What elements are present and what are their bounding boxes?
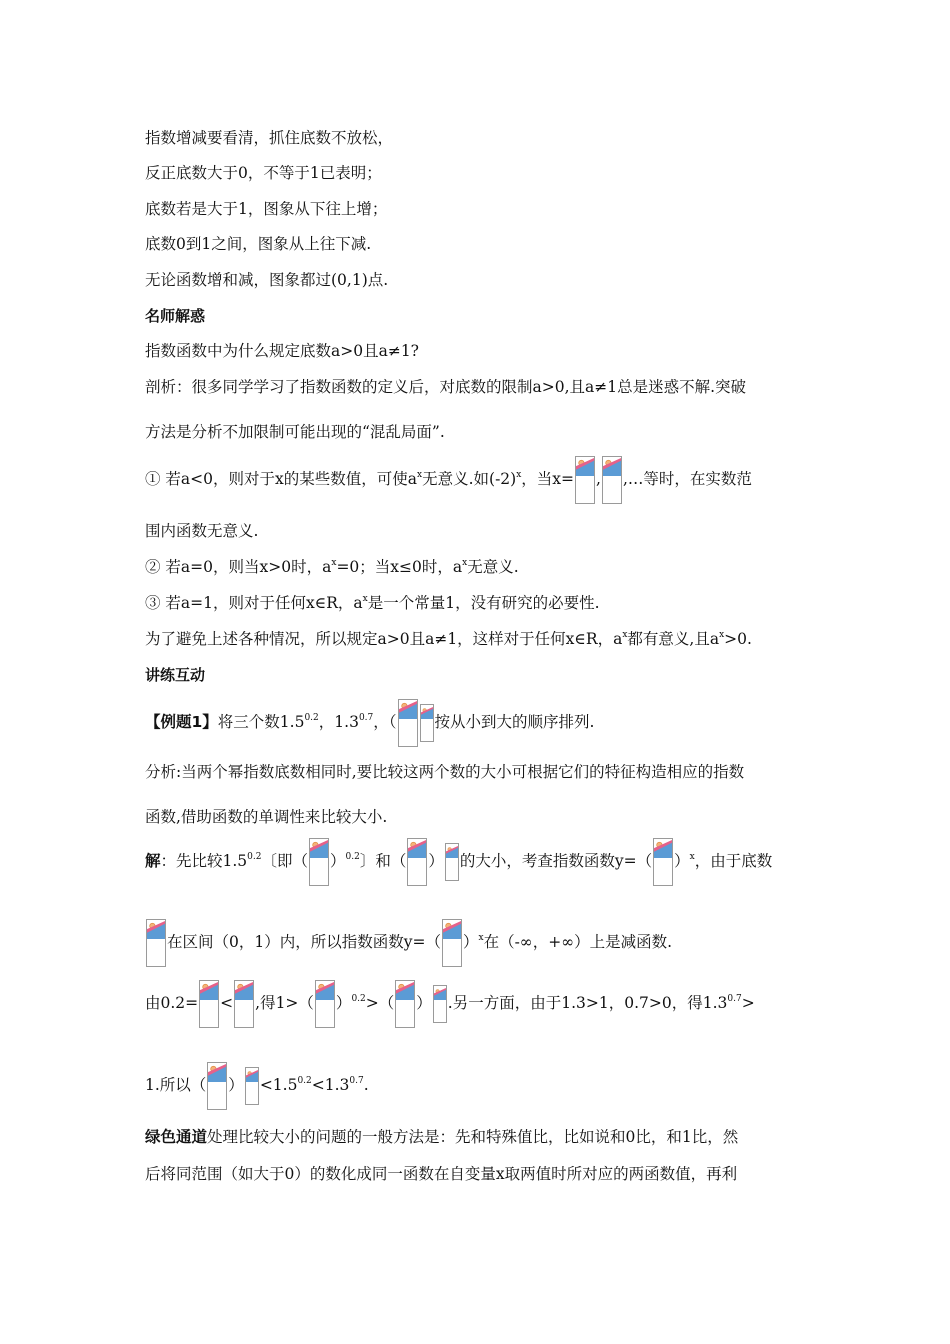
exponent-image-icon [245,1067,259,1105]
example-analysis-line-1: 分析:当两个幂指数底数相同时,要比较这两个数的大小可根据它们的特征构造相应的指数 [145,763,745,781]
fraction-image-icon [653,838,673,886]
solution-line-2: 在区间（0，1）内，所以指数函数y=（ ）$^x$在（-∞，+∞）上是减函数. [145,919,806,967]
faq-question: 指数函数中为什么规定底数a>0且a≠1? [145,342,419,360]
fraction-image-icon [575,456,595,504]
poem-line-2: 反正底数大于0，不等于1已表明； [145,164,382,182]
solution-label: 解 [145,852,161,870]
fraction-image-icon [146,919,166,967]
fraction-image-icon [234,980,254,1028]
example-analysis-line-2: 函数,借助函数的单调性来比较大小. [145,808,388,826]
section-heading-faq: 名师解惑 [145,307,206,325]
example-1-line: 【例题1】将三个数$1.5^{0.2}$，$1.3^{0.7}$，（ 按从小到大的顺序排列. [145,699,806,747]
poem-line-5: 无论函数增和减，图象都过(0,1)点. [145,271,389,289]
fraction-image-icon [199,980,219,1028]
solution-line-4: 1.所以（ ） $<1.5^{0.2}<1.3^{0.7}$. [145,1062,806,1110]
fraction-image-icon [442,919,462,967]
exponent-image-icon [433,985,447,1023]
case-2-line: ② 若a=0，则当x>0时，$a^x=0$；当x≤0时，$a^x$无意义. [145,558,519,576]
green-channel-line-1: 绿色通道处理比较大小的问题的一般方法是：先和特殊值比，比如说和0比，和1比，然 [145,1128,739,1146]
fraction-image-icon [407,838,427,886]
poem-line-4: 底数0到1之间，图象从上往下减. [145,235,372,253]
fraction-image-icon [315,980,335,1028]
green-channel-label: 绿色通道 [145,1128,208,1146]
case-1-line-2: 围内函数无意义. [145,522,259,540]
case-1-line: ① 若a<0，则对于x的某些数值，可使$a^x$无意义.如$(-2)^x$，当x= , ,…等时，在实数范 [145,456,806,504]
fraction-image-icon [309,838,329,886]
case-3-line: ③ 若a=1，则对于任何x∈R，$a^x$是一个常量1，没有研究的必要性. [145,594,600,612]
poem-line-1: 指数增减要看清，抓住底数不放松， [145,129,394,147]
fraction-image-icon [602,456,622,504]
faq-analysis-line-2: 方法是分析不加限制可能出现的“混乱局面”. [145,423,445,441]
poem-line-3: 底数若是大于1，图象从下往上增； [145,200,388,218]
fraction-image-icon [395,980,415,1028]
exponent-image-icon [445,843,459,881]
solution-line-1: 解：先比较$1.5^{0.2}$〔即（ ）$^{0.2}$〕和（ ） 的大小，考查指数函数y=（ ）$^x$，由于底数 [145,838,806,886]
conclusion-line: 为了避免上述各种情况，所以规定a>0且a≠1，这样对于任何x∈R，$a^x$都有意义,且$a^x>0$. [145,630,752,648]
example-label: 【例题1】 [145,713,218,731]
fraction-image-icon [398,699,418,747]
faq-analysis-line-1: 剖析：很多同学学习了指数函数的定义后，对底数的限制a>0,且a≠1总是迷惑不解.突破 [145,378,747,396]
section-heading-practice: 讲练互动 [145,666,206,684]
solution-line-3: 由0.2= < ,得1>（ ）$^{0.2}$>（ ） .另一方面，由于1.3>1，0.7>0，得$1.3^{0.7}>$ [145,980,806,1028]
green-channel-line-2: 后将同范围（如大于0）的数化成同一函数在自变量x取两值时所对应的两函数值，再利 [145,1165,738,1183]
fraction-image-icon [207,1062,227,1110]
exponent-image-icon [420,704,434,742]
